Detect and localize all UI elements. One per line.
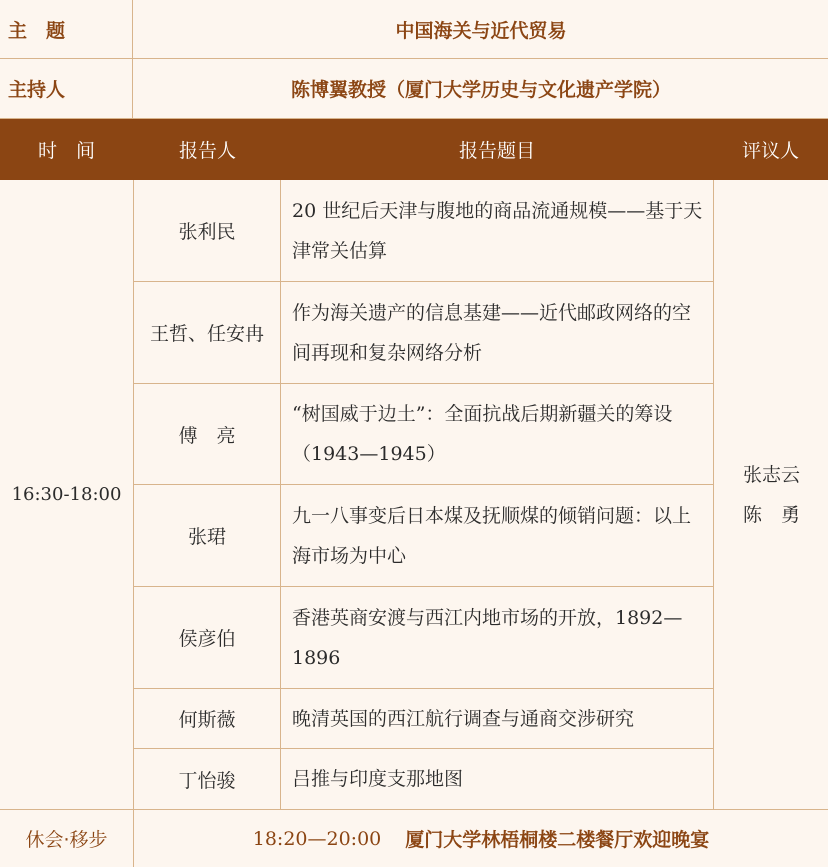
topic-cell: 吕推与印度支那地图 — [292, 768, 464, 790]
table-row — [134, 282, 713, 384]
table-row — [134, 749, 713, 809]
table-row — [134, 180, 713, 282]
footer-row — [0, 809, 828, 867]
session-time: 16:30-18:00 — [0, 180, 134, 809]
table-body — [0, 180, 828, 809]
speaker-cell: 侯彦伯 — [134, 587, 281, 688]
theme-label: 主 题 — [0, 0, 133, 58]
reviewer-cell — [713, 180, 828, 809]
header-reviewer: 评议人 — [741, 140, 799, 162]
speaker-cell: 丁怡骏 — [134, 749, 281, 809]
topic-cell: 作为海关遗产的信息基建——近代邮政网络的空间再现和复杂网络分析 — [292, 301, 692, 364]
speaker-cell: 张珺 — [134, 485, 281, 586]
header-time: 时 间 — [37, 140, 95, 162]
topic-cell: 香港英商安渡与西江内地市场的开放，1892—1896 — [292, 606, 683, 669]
speaker-cell: 张利民 — [134, 180, 281, 281]
reviewer-name: 张志云 — [742, 463, 800, 486]
table-row — [134, 384, 713, 485]
topic-cell: 九一八事变后日本煤及抚顺煤的倾销问题：以上海市场为中心 — [292, 504, 692, 567]
host-label: 主持人 — [0, 59, 133, 118]
reviewer-name: 陈 勇 — [742, 503, 800, 526]
host-row — [0, 59, 828, 119]
header-topic: 报告题目 — [458, 140, 535, 162]
speaker-cell: 傅 亮 — [134, 384, 281, 484]
topic-cell: “树国威于边土”：全面抗战后期新疆关的筹设（1943—1945） — [292, 403, 673, 465]
table-row — [134, 689, 713, 749]
speaker-cell: 王哲、任安冉 — [134, 282, 281, 383]
host-value: 陈博翼教授（厦门大学历史与文化遗产学院） — [290, 79, 671, 101]
table-row — [134, 485, 713, 587]
speaker-cell: 何斯薇 — [134, 689, 281, 748]
dinner-info — [134, 810, 828, 867]
dinner-event: 厦门大学林梧桐楼二楼餐厅欢迎晚宴 — [405, 829, 710, 851]
table-header — [0, 119, 828, 180]
theme-value: 中国海关与近代贸易 — [395, 19, 567, 42]
theme-row — [0, 0, 828, 59]
dinner-time: 18:20—20:00 — [252, 827, 382, 850]
topic-cell: 20 世纪后天津与腹地的商品流通规模——基于天津常关估算 — [292, 199, 703, 262]
topic-cell: 晚清英国的西江航行调查与通商交涉研究 — [292, 707, 635, 730]
table-row — [134, 587, 713, 689]
break-label: 休会·移步 — [0, 810, 134, 867]
header-speaker: 报告人 — [178, 140, 236, 162]
